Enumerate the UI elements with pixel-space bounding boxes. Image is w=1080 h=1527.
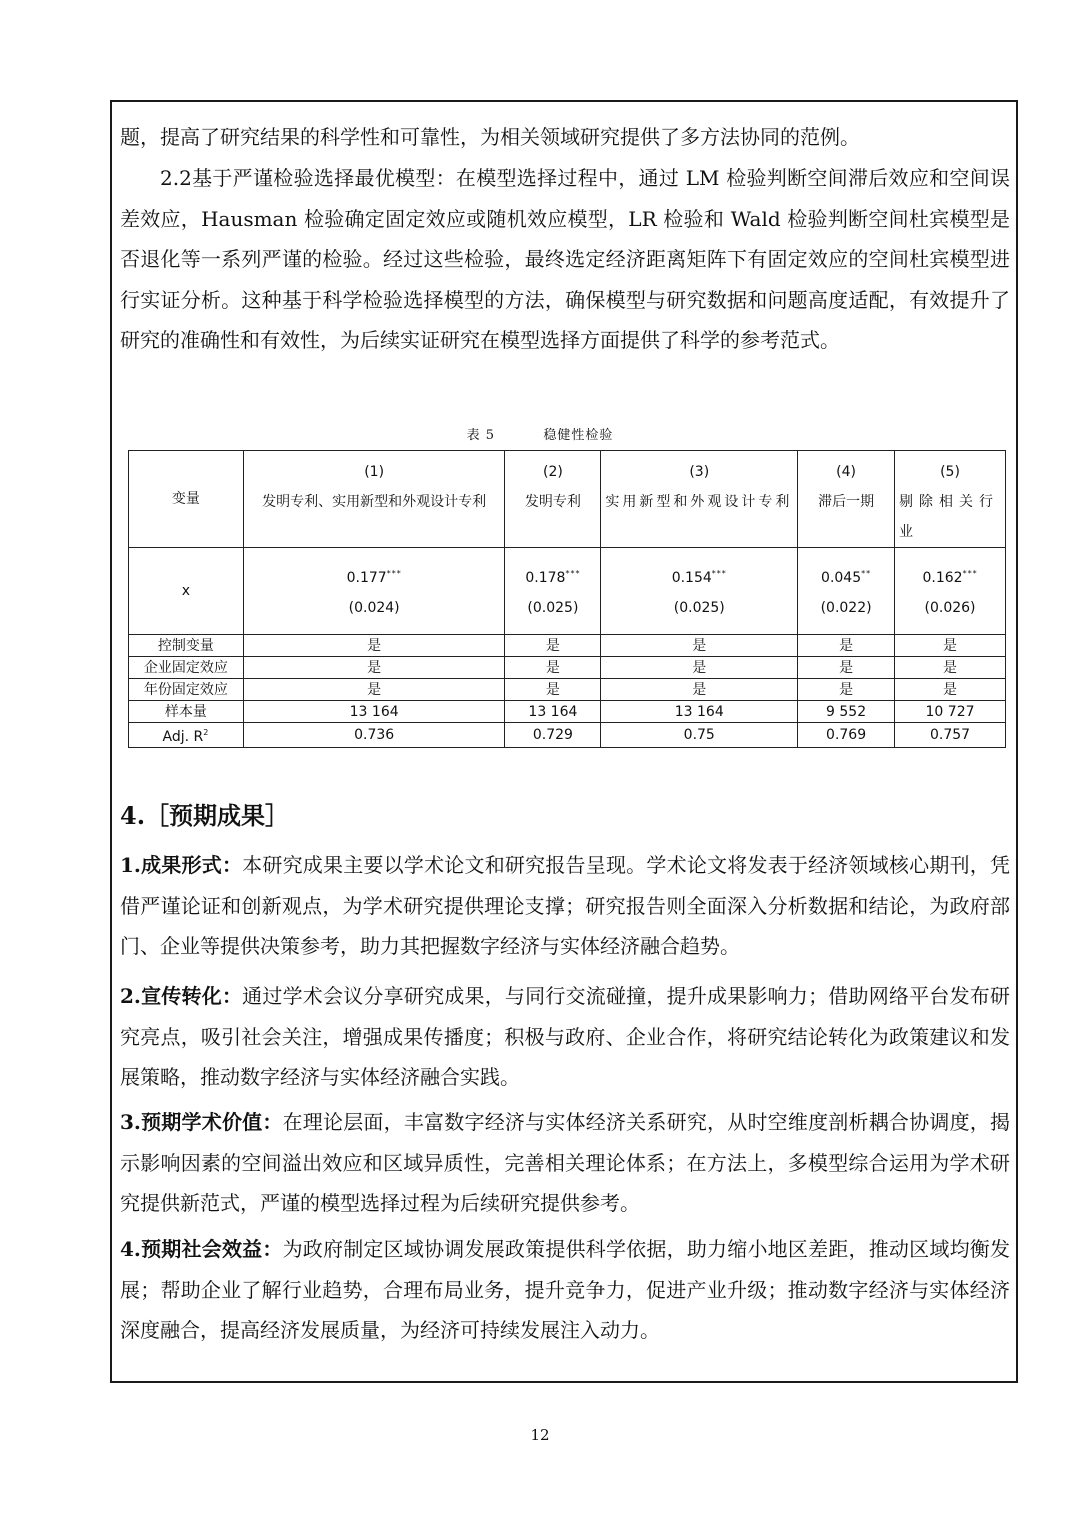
social-benefit-paragraph (120, 1229, 1010, 1351)
item-text: 通过学术会议分享研究成果，与同行交流碰撞，提升成果影响力；借助网络平台发布研究亮点，吸引社会关注，增强成果传播度；积极与政府、企业合作，将研究结论转化为政策建议和发展策略，推动数字经济与实体经济融合实践。 (120, 984, 1010, 1089)
table-row-control (129, 635, 1006, 657)
row-label: 样本量 (129, 701, 244, 723)
table-cell: 是 (895, 679, 1006, 701)
variable-header: 变量 (129, 451, 244, 548)
page-number: 12 (530, 1426, 550, 1444)
row-label: x (129, 548, 244, 635)
coef-cell: 0.162*** (0.026) (895, 548, 1006, 635)
table-cell: 是 (798, 679, 895, 701)
row-label: 控制变量 (129, 635, 244, 657)
table-header-row (129, 451, 1006, 548)
table-cell: 是 (505, 657, 601, 679)
table-cell: 是 (243, 635, 505, 657)
coef-cell: 0.177*** (0.024) (243, 548, 505, 635)
table-cell: 9 552 (798, 701, 895, 723)
table-cell: 0.769 (798, 723, 895, 748)
table-cell: 是 (601, 635, 798, 657)
column-header: (2) 发明专利 (505, 451, 601, 548)
section-title: 4.［预期成果］ (120, 801, 290, 830)
intro-tail-paragraph: 题，提高了研究结果的科学性和可靠性，为相关领域研究提供了多方法协同的范例。 (120, 125, 860, 149)
table-cell: 10 727 (895, 701, 1006, 723)
row-label: 年份固定效应 (129, 679, 244, 701)
table-cell: 是 (798, 657, 895, 679)
table-cell: 是 (601, 657, 798, 679)
table-caption-title: 稳健性检验 (543, 428, 614, 443)
table-cell: 是 (895, 657, 1006, 679)
academic-value-paragraph (120, 1102, 1010, 1224)
table-cell: 是 (895, 635, 1006, 657)
table-cell: 13 164 (601, 701, 798, 723)
robustness-table (128, 450, 1006, 748)
coef-cell: 0.154*** (0.025) (601, 548, 798, 635)
coef-cell: 0.045** (0.022) (798, 548, 895, 635)
table-cell: 0.729 (505, 723, 601, 748)
table-cell: 是 (243, 657, 505, 679)
table-cell: 是 (505, 635, 601, 657)
item-label: 1.成果形式： (120, 853, 243, 877)
table-row-year-fe (129, 679, 1006, 701)
model-selection-paragraph: 2.2基于严谨检验选择最优模型：在模型选择过程中，通过 LM 检验判断空间滞后效应和空间误差效应，Hausman 检验确定固定效应或随机效应模型，LR 检验和 Wald 检验判断空间杜宾模型是否退化等一系列严谨的检验。经过这些检验，最终选定经济距离矩阵下有固定效应的空间杜宾模型进行实证分析。这种基于科学检验选择模型的方法，确保模型与研究数据和问题高度适配，有效提升了研究的准确性和有效性，为后续实证研究在模型选择方面提供了科学的参考范式。 (120, 166, 1010, 352)
row-label: 企业固定效应 (129, 657, 244, 679)
table-cell: 0.757 (895, 723, 1006, 748)
table-cell: 0.75 (601, 723, 798, 748)
promotion-paragraph (120, 976, 1010, 1098)
item-text: 本研究成果主要以学术论文和研究报告呈现。学术论文将发表于经济领域核心期刊，凭借严谨论证和创新观点，为学术研究提供理论支撑；研究报告则全面深入分析数据和结论，为政府部门、企业等提供决策参考，助力其把握数字经济与实体经济融合趋势。 (120, 853, 1010, 958)
column-header: (1) 发明专利、实用新型和外观设计专利 (243, 451, 505, 548)
table-cell: 是 (505, 679, 601, 701)
table-cell: 是 (601, 679, 798, 701)
outcome-form-paragraph (120, 845, 1010, 967)
table-cell: 是 (243, 679, 505, 701)
column-header: (3) 实用新型和外观设计专利 (601, 451, 798, 548)
table-cell: 13 164 (505, 701, 601, 723)
item-label: 3.预期学术价值： (120, 1110, 283, 1134)
column-header: (5) 剔除相关行业 (895, 451, 1006, 548)
table-caption (0, 424, 1080, 443)
table-cell: 是 (798, 635, 895, 657)
table-row-adj-r2 (129, 723, 1006, 748)
table-cell: 0.736 (243, 723, 505, 748)
item-label: 2.宣传转化： (120, 984, 243, 1008)
coef-cell: 0.178*** (0.025) (505, 548, 601, 635)
table-caption-number: 表 5 (466, 428, 496, 443)
column-header: (4) 滞后一期 (798, 451, 895, 548)
item-text: 在理论层面，丰富数字经济与实体经济关系研究，从时空维度剖析耦合协调度，揭示影响因素的空间溢出效应和区域异质性，完善相关理论体系；在方法上，多模型综合运用为学术研究提供新范式，严谨的模型选择过程为后续研究提供参考。 (120, 1110, 1010, 1215)
item-text: 为政府制定区域协调发展政策提供科学依据，助力缩小地区差距，推动区域均衡发展；帮助企业了解行业趋势，合理布局业务，提升竞争力，促进产业升级；推动数字经济与实体经济深度融合，提高经济发展质量，为经济可持续发展注入动力。 (120, 1237, 1010, 1342)
item-label: 4.预期社会效益： (120, 1237, 283, 1261)
table-row-firm-fe (129, 657, 1006, 679)
table-row-x (129, 548, 1006, 635)
table-cell: 13 164 (243, 701, 505, 723)
row-label: Adj. $R^2$ (129, 723, 244, 748)
table-row-sample-size (129, 701, 1006, 723)
